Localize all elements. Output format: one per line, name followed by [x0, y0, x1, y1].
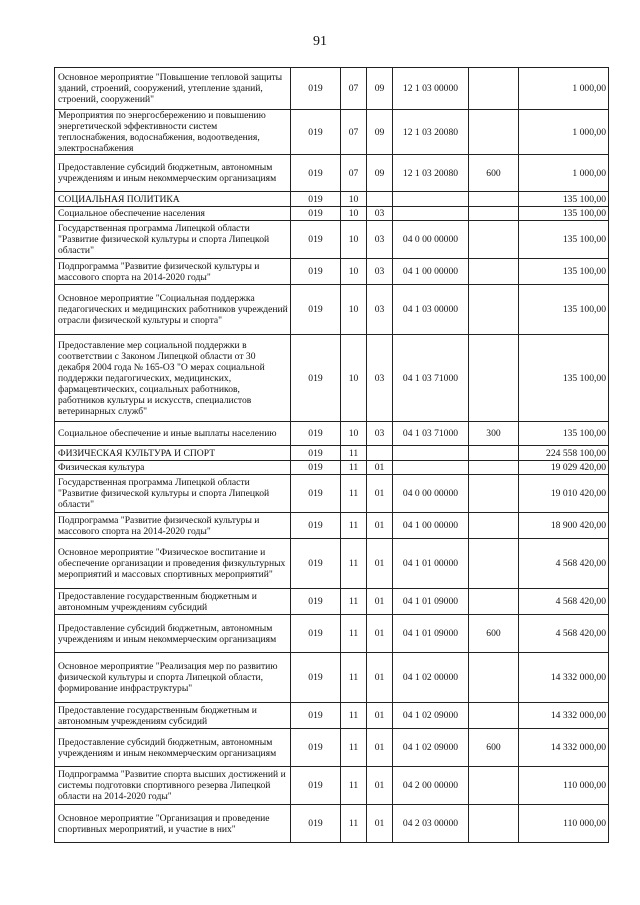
row-sum: 135 100,00: [519, 259, 609, 285]
row-rz: 11: [341, 767, 367, 805]
row-vr: 600: [469, 729, 519, 767]
row-cs: [393, 446, 469, 461]
row-gr: 019: [291, 703, 341, 729]
table-body: [55, 68, 609, 843]
row-rz: 07: [341, 155, 367, 192]
row-pr: 01: [367, 653, 393, 703]
row-pr: [367, 192, 393, 207]
row-pr: 01: [367, 475, 393, 513]
row-name: Мероприятия по энергосбережению и повышению энергетической эффективности систем теплоснабжения, водоснабжения, водоотведения, электроснабжения: [55, 110, 291, 155]
row-gr: 019: [291, 221, 341, 259]
row-vr: [469, 805, 519, 843]
row-cs: 04 1 02 09000: [393, 703, 469, 729]
row-cs: 04 1 00 00000: [393, 259, 469, 285]
row-vr: [469, 703, 519, 729]
row-vr: [469, 767, 519, 805]
table-row: [55, 461, 609, 475]
row-rz: 10: [341, 207, 367, 221]
row-name: Основное мероприятие "Повышение тепловой защиты зданий, строений, сооружений, утепление зданий, строений, сооружений": [55, 68, 291, 110]
row-cs: 04 1 03 71000: [393, 335, 469, 422]
row-cs: 04 1 01 09000: [393, 589, 469, 615]
row-rz: 11: [341, 446, 367, 461]
row-sum: 1 000,00: [519, 110, 609, 155]
row-sum: 135 100,00: [519, 221, 609, 259]
row-sum: 14 332 000,00: [519, 653, 609, 703]
row-gr: 019: [291, 110, 341, 155]
table-row: [55, 615, 609, 653]
row-name: Предоставление субсидий бюджетным, автономным учреждениям и иным некоммерческим организациям: [55, 155, 291, 192]
row-vr: [469, 589, 519, 615]
row-vr: [469, 207, 519, 221]
row-pr: 09: [367, 110, 393, 155]
row-pr: 03: [367, 335, 393, 422]
table-row: [55, 422, 609, 446]
row-vr: [469, 68, 519, 110]
row-pr: 09: [367, 155, 393, 192]
row-name: Физическая культура: [55, 461, 291, 475]
row-sum: 14 332 000,00: [519, 729, 609, 767]
row-vr: [469, 259, 519, 285]
table-row: [55, 729, 609, 767]
row-rz: 10: [341, 422, 367, 446]
row-cs: 12 1 03 20080: [393, 155, 469, 192]
row-pr: 03: [367, 285, 393, 335]
row-cs: [393, 192, 469, 207]
row-rz: 10: [341, 335, 367, 422]
row-vr: [469, 461, 519, 475]
row-cs: 04 1 03 71000: [393, 422, 469, 446]
row-vr: 300: [469, 422, 519, 446]
row-vr: [469, 446, 519, 461]
row-pr: 03: [367, 221, 393, 259]
row-gr: 019: [291, 68, 341, 110]
row-vr: [469, 110, 519, 155]
row-sum: 1 000,00: [519, 68, 609, 110]
budget-table: [54, 67, 609, 843]
row-sum: 135 100,00: [519, 285, 609, 335]
row-rz: 11: [341, 703, 367, 729]
row-cs: 04 1 03 00000: [393, 285, 469, 335]
row-sum: 110 000,00: [519, 767, 609, 805]
row-sum: 14 332 000,00: [519, 703, 609, 729]
row-rz: 11: [341, 589, 367, 615]
row-name: Основное мероприятие "Социальная поддержка педагогических и медицинских работников учреждений отрасли физической культуры и спорта": [55, 285, 291, 335]
row-gr: 019: [291, 335, 341, 422]
row-gr: 019: [291, 589, 341, 615]
row-gr: 019: [291, 513, 341, 539]
row-gr: 019: [291, 285, 341, 335]
row-vr: [469, 539, 519, 589]
row-rz: 11: [341, 513, 367, 539]
row-pr: 01: [367, 589, 393, 615]
row-gr: 019: [291, 192, 341, 207]
row-vr: [469, 285, 519, 335]
row-pr: 01: [367, 539, 393, 589]
row-name: Подпрограмма "Развитие физической культуры и массового спорта на 2014-2020 годы": [55, 259, 291, 285]
row-cs: [393, 207, 469, 221]
row-pr: [367, 446, 393, 461]
row-pr: 09: [367, 68, 393, 110]
table-row: [55, 475, 609, 513]
row-vr: [469, 335, 519, 422]
row-sum: 224 558 100,00: [519, 446, 609, 461]
table-row: [55, 259, 609, 285]
row-gr: 019: [291, 155, 341, 192]
row-rz: 11: [341, 805, 367, 843]
row-sum: 110 000,00: [519, 805, 609, 843]
row-sum: 1 000,00: [519, 155, 609, 192]
row-vr: 600: [469, 155, 519, 192]
row-cs: 12 1 03 00000: [393, 68, 469, 110]
row-rz: 07: [341, 68, 367, 110]
row-vr: [469, 653, 519, 703]
row-cs: [393, 461, 469, 475]
row-sum: 4 568 420,00: [519, 615, 609, 653]
row-gr: 019: [291, 259, 341, 285]
row-cs: 04 1 02 09000: [393, 729, 469, 767]
row-name: ФИЗИЧЕСКАЯ КУЛЬТУРА И СПОРТ: [55, 446, 291, 461]
table-row: [55, 767, 609, 805]
row-sum: 4 568 420,00: [519, 539, 609, 589]
table-row: [55, 446, 609, 461]
row-pr: 01: [367, 615, 393, 653]
row-gr: 019: [291, 615, 341, 653]
row-cs: 04 0 00 00000: [393, 221, 469, 259]
row-pr: 01: [367, 729, 393, 767]
row-sum: 19 010 420,00: [519, 475, 609, 513]
row-name: Основное мероприятие "Физическое воспитание и обеспечение организации и проведения физкультурных мероприятий и массовых спортивных мероприятий": [55, 539, 291, 589]
row-sum: 18 900 420,00: [519, 513, 609, 539]
row-vr: [469, 192, 519, 207]
table-row: [55, 207, 609, 221]
row-rz: 11: [341, 461, 367, 475]
row-gr: 019: [291, 729, 341, 767]
row-gr: 019: [291, 446, 341, 461]
row-pr: 03: [367, 422, 393, 446]
row-rz: 10: [341, 221, 367, 259]
table-row: [55, 110, 609, 155]
row-sum: 19 029 420,00: [519, 461, 609, 475]
row-gr: 019: [291, 461, 341, 475]
row-rz: 11: [341, 475, 367, 513]
row-gr: 019: [291, 805, 341, 843]
row-vr: [469, 513, 519, 539]
row-vr: [469, 475, 519, 513]
row-rz: 10: [341, 259, 367, 285]
table-row: [55, 335, 609, 422]
row-name: Основное мероприятие "Реализация мер по развитию физической культуры и спорта Липецкой области, формирование инфраструктуры": [55, 653, 291, 703]
row-cs: 04 0 00 00000: [393, 475, 469, 513]
row-pr: 03: [367, 259, 393, 285]
row-rz: 11: [341, 615, 367, 653]
row-pr: 01: [367, 767, 393, 805]
row-rz: 11: [341, 653, 367, 703]
row-gr: 019: [291, 653, 341, 703]
row-name: Предоставление государственным бюджетным и автономным учреждениям субсидий: [55, 589, 291, 615]
row-cs: 04 1 00 00000: [393, 513, 469, 539]
row-name: Государственная программа Липецкой области "Развитие физической культуры и спорта Липецкой области": [55, 221, 291, 259]
row-name: Социальное обеспечение населения: [55, 207, 291, 221]
table-row: [55, 192, 609, 207]
row-cs: 12 1 03 20080: [393, 110, 469, 155]
table-row: [55, 513, 609, 539]
row-cs: 04 1 02 00000: [393, 653, 469, 703]
row-cs: 04 1 01 09000: [393, 615, 469, 653]
row-gr: 019: [291, 767, 341, 805]
row-name: Подпрограмма "Развитие физической культуры и массового спорта на 2014-2020 годы": [55, 513, 291, 539]
row-rz: 11: [341, 539, 367, 589]
row-rz: 10: [341, 285, 367, 335]
row-vr: 600: [469, 615, 519, 653]
row-name: Государственная программа Липецкой области "Развитие физической культуры и спорта Липецкой области": [55, 475, 291, 513]
row-cs: 04 2 00 00000: [393, 767, 469, 805]
row-vr: [469, 221, 519, 259]
row-gr: 019: [291, 539, 341, 589]
row-sum: 4 568 420,00: [519, 589, 609, 615]
table-row: [55, 653, 609, 703]
row-name: Предоставление мер социальной поддержки в соответствии с Законом Липецкой области от 30 декабря 2004 года № 165-ОЗ "О мерах социальной поддержки педагогических, медицинских, фармацевтических, социальных работников, работников культуры и искусств, специалистов ветеринарных служб": [55, 335, 291, 422]
row-cs: 04 1 01 00000: [393, 539, 469, 589]
row-name: Социальное обеспечение и иные выплаты населению: [55, 422, 291, 446]
row-name: Предоставление государственным бюджетным и автономным учреждениям субсидий: [55, 703, 291, 729]
row-name: Предоставление субсидий бюджетным, автономным учреждениям и иным некоммерческим организациям: [55, 729, 291, 767]
row-rz: 11: [341, 729, 367, 767]
row-name: Подпрограмма "Развитие спорта высших достижений и системы подготовки спортивного резерва Липецкой области на 2014-2020 годы": [55, 767, 291, 805]
row-name: Основное мероприятие "Организация и проведение спортивных мероприятий, и участие в них": [55, 805, 291, 843]
row-name: СОЦИАЛЬНАЯ ПОЛИТИКА: [55, 192, 291, 207]
table-row: [55, 285, 609, 335]
table-row: [55, 805, 609, 843]
table-row: [55, 539, 609, 589]
table-row: [55, 589, 609, 615]
row-rz: 07: [341, 110, 367, 155]
row-gr: 019: [291, 207, 341, 221]
row-sum: 135 100,00: [519, 335, 609, 422]
row-pr: 03: [367, 207, 393, 221]
table-row: [55, 703, 609, 729]
row-rz: 10: [341, 192, 367, 207]
table-row: [55, 68, 609, 110]
row-cs: 04 2 03 00000: [393, 805, 469, 843]
row-pr: 01: [367, 461, 393, 475]
table-row: [55, 155, 609, 192]
row-sum: 135 100,00: [519, 422, 609, 446]
row-sum: 135 100,00: [519, 192, 609, 207]
row-pr: 01: [367, 703, 393, 729]
row-gr: 019: [291, 422, 341, 446]
row-sum: 135 100,00: [519, 207, 609, 221]
row-gr: 019: [291, 475, 341, 513]
row-name: Предоставление субсидий бюджетным, автономным учреждениям и иным некоммерческим организациям: [55, 615, 291, 653]
page-number: 91: [313, 34, 327, 49]
row-pr: 01: [367, 513, 393, 539]
row-pr: 01: [367, 805, 393, 843]
table-row: [55, 221, 609, 259]
